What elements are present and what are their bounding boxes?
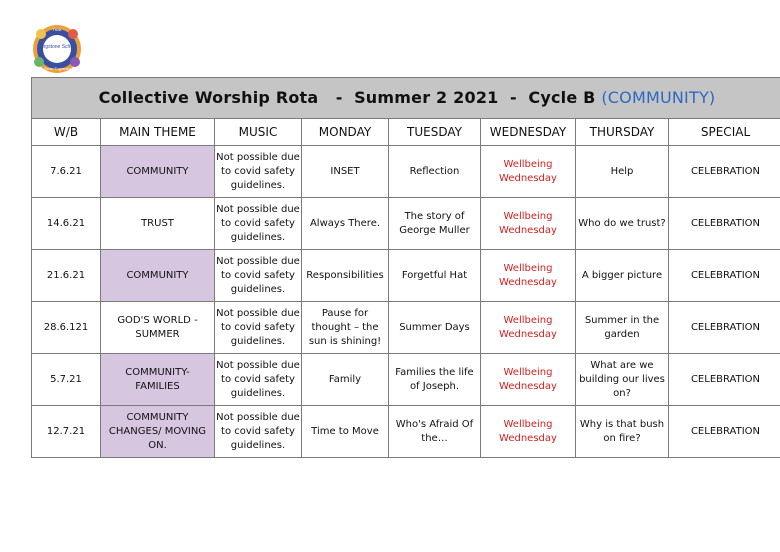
cell-thursday: What are we building our lives on? <box>576 354 669 406</box>
cell-music: Not possible due to covid safety guidelines. <box>215 198 302 250</box>
table-row <box>32 250 780 302</box>
header-special: SPECIAL <box>669 119 780 146</box>
header-wednesday: WEDNESDAY <box>481 119 576 146</box>
cell-monday: Responsibilities <box>302 250 389 302</box>
cell-music: Not possible due to covid safety guidelines. <box>215 250 302 302</box>
cell-tuesday: Summer Days <box>389 302 481 354</box>
header-main-theme: MAIN THEME <box>101 119 215 146</box>
cell-monday: Time to Move <box>302 406 389 458</box>
cell-wednesday: Wellbeing Wednesday <box>481 250 576 302</box>
cell-tuesday: Families the life of Joseph. <box>389 354 481 406</box>
cell-music: Not possible due to covid safety guidelines. <box>215 146 302 198</box>
title-main: Collective Worship Rota - Summer 2 2021 - Cycle B <box>98 88 596 107</box>
cell-wb: 21.6.21 <box>32 250 101 302</box>
table-row <box>32 302 780 354</box>
table-row <box>32 198 780 250</box>
cell-special: CELEBRATION <box>669 302 780 354</box>
cell-special: CELEBRATION <box>669 354 780 406</box>
header-thursday: THURSDAY <box>576 119 669 146</box>
cell-special: CELEBRATION <box>669 198 780 250</box>
header-music: MUSIC <box>215 119 302 146</box>
cell-theme: TRUST <box>101 198 215 250</box>
cell-monday: INSET <box>302 146 389 198</box>
cell-special: CELEBRATION <box>669 250 780 302</box>
cell-wb: 5.7.21 <box>32 354 101 406</box>
cell-theme: GOD'S WORLD - SUMMER <box>101 302 215 354</box>
cell-thursday: A bigger picture <box>576 250 669 302</box>
cell-thursday: Who do we trust? <box>576 198 669 250</box>
cell-music: Not possible due to covid safety guidelines. <box>215 354 302 406</box>
cell-theme: COMMUNITY <box>101 146 215 198</box>
cell-theme: COMMUNITY CHANGES/ MOVING ON. <box>101 406 215 458</box>
title-row <box>32 78 780 119</box>
cell-monday: Pause for thought – the sun is shining! <box>302 302 389 354</box>
cell-wb: 28.6.121 <box>32 302 101 354</box>
cell-wednesday: Wellbeing Wednesday <box>481 198 576 250</box>
logo-motto-top: Trust <box>52 27 62 32</box>
logo-motto-bottom: Grow Together <box>43 66 71 71</box>
cell-thursday: Help <box>576 146 669 198</box>
cell-wednesday: Wellbeing Wednesday <box>481 302 576 354</box>
table-row <box>32 406 780 458</box>
header-tuesday: TUESDAY <box>389 119 481 146</box>
school-logo <box>29 24 85 74</box>
cell-monday: Always There. <box>302 198 389 250</box>
logo-school-name: Longstone School <box>36 44 78 50</box>
cell-wednesday: Wellbeing Wednesday <box>481 354 576 406</box>
cell-theme: COMMUNITY <box>101 250 215 302</box>
cell-tuesday: Who's Afraid Of the… <box>389 406 481 458</box>
cell-tuesday: Reflection <box>389 146 481 198</box>
cell-special: CELEBRATION <box>669 146 780 198</box>
cell-music: Not possible due to covid safety guidelines. <box>215 406 302 458</box>
cell-wednesday: Wellbeing Wednesday <box>481 406 576 458</box>
header-monday: MONDAY <box>302 119 389 146</box>
cell-special: CELEBRATION <box>669 406 780 458</box>
table-row <box>32 354 780 406</box>
header-row <box>32 119 780 146</box>
cell-thursday: Summer in the garden <box>576 302 669 354</box>
cell-tuesday: Forgetful Hat <box>389 250 481 302</box>
cell-tuesday: The story of George Muller <box>389 198 481 250</box>
cell-music: Not possible due to covid safety guidelines. <box>215 302 302 354</box>
worship-rota-table <box>31 77 780 458</box>
cell-wednesday: Wellbeing Wednesday <box>481 146 576 198</box>
header-wb: W/B <box>32 119 101 146</box>
cell-thursday: Why is that bush on fire? <box>576 406 669 458</box>
table-row <box>32 146 780 198</box>
page-title <box>32 78 780 119</box>
title-accent: (COMMUNITY) <box>601 88 716 107</box>
cell-monday: Family <box>302 354 389 406</box>
cell-theme: COMMUNITY- FAMILIES <box>101 354 215 406</box>
cell-wb: 7.6.21 <box>32 146 101 198</box>
cell-wb: 14.6.21 <box>32 198 101 250</box>
cell-wb: 12.7.21 <box>32 406 101 458</box>
